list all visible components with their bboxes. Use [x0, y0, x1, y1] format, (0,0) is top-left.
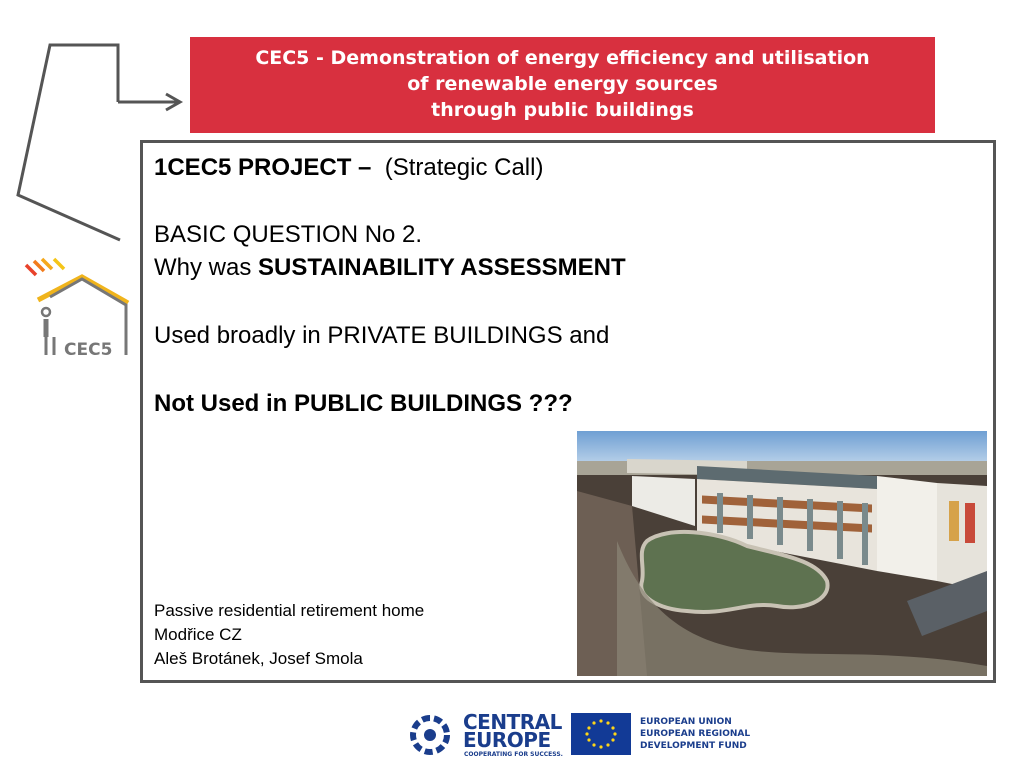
project-title-bold: 1CEC5 PROJECT – — [154, 154, 372, 181]
banner-line-1: CEC5 - Demonstration of energy efficiency and utilisation — [255, 47, 870, 69]
why-question — [154, 253, 626, 283]
eu-line-2: EUROPEAN REGIONAL — [640, 729, 751, 739]
ce-line-1: CENTRAL — [463, 710, 562, 734]
central-europe-logo — [463, 710, 562, 752]
eu-line-3: DEVELOPMENT FUND — [640, 741, 747, 751]
project-title — [154, 153, 543, 183]
logo-text: CEC5 — [64, 340, 113, 360]
ce-tagline: COOPERATING FOR SUCCESS. — [464, 751, 563, 758]
sun-rays-icon — [26, 259, 64, 275]
eu-flag-icon — [571, 713, 631, 755]
eu-fund-label — [640, 716, 750, 752]
person-head-icon — [42, 308, 50, 316]
title-banner — [190, 37, 935, 133]
project-title-call: (Strategic Call) — [384, 154, 544, 181]
central-europe-emblem-icon — [410, 711, 450, 759]
eu-line-1: EUROPEAN UNION — [640, 717, 732, 727]
banner-line-3: through public buildings — [431, 99, 694, 121]
caption-line-1: Passive residential retirement home — [154, 601, 425, 620]
not-used-line: Not Used in PUBLIC BUILDINGS ??? — [154, 390, 573, 417]
why-prefix: Why was — [154, 254, 252, 281]
basic-question: BASIC QUESTION No 2. — [154, 221, 423, 248]
connector-line — [18, 45, 120, 240]
footer-logos — [400, 703, 751, 765]
used-broadly-line: Used broadly in PRIVATE BUILDINGS and — [154, 322, 610, 349]
photo-caption — [154, 599, 424, 671]
caption-line-2: Modřice CZ — [154, 625, 242, 644]
banner-line-2: of renewable energy sources — [407, 73, 718, 95]
content-box — [140, 140, 996, 683]
cec5-logo — [20, 255, 130, 365]
caption-line-3: Aleš Brotánek, Josef Smola — [154, 649, 363, 668]
why-bold: SUSTAINABILITY ASSESSMENT — [258, 254, 626, 281]
ce-line-2: EUROPE — [463, 728, 551, 752]
building-photo — [577, 431, 987, 676]
